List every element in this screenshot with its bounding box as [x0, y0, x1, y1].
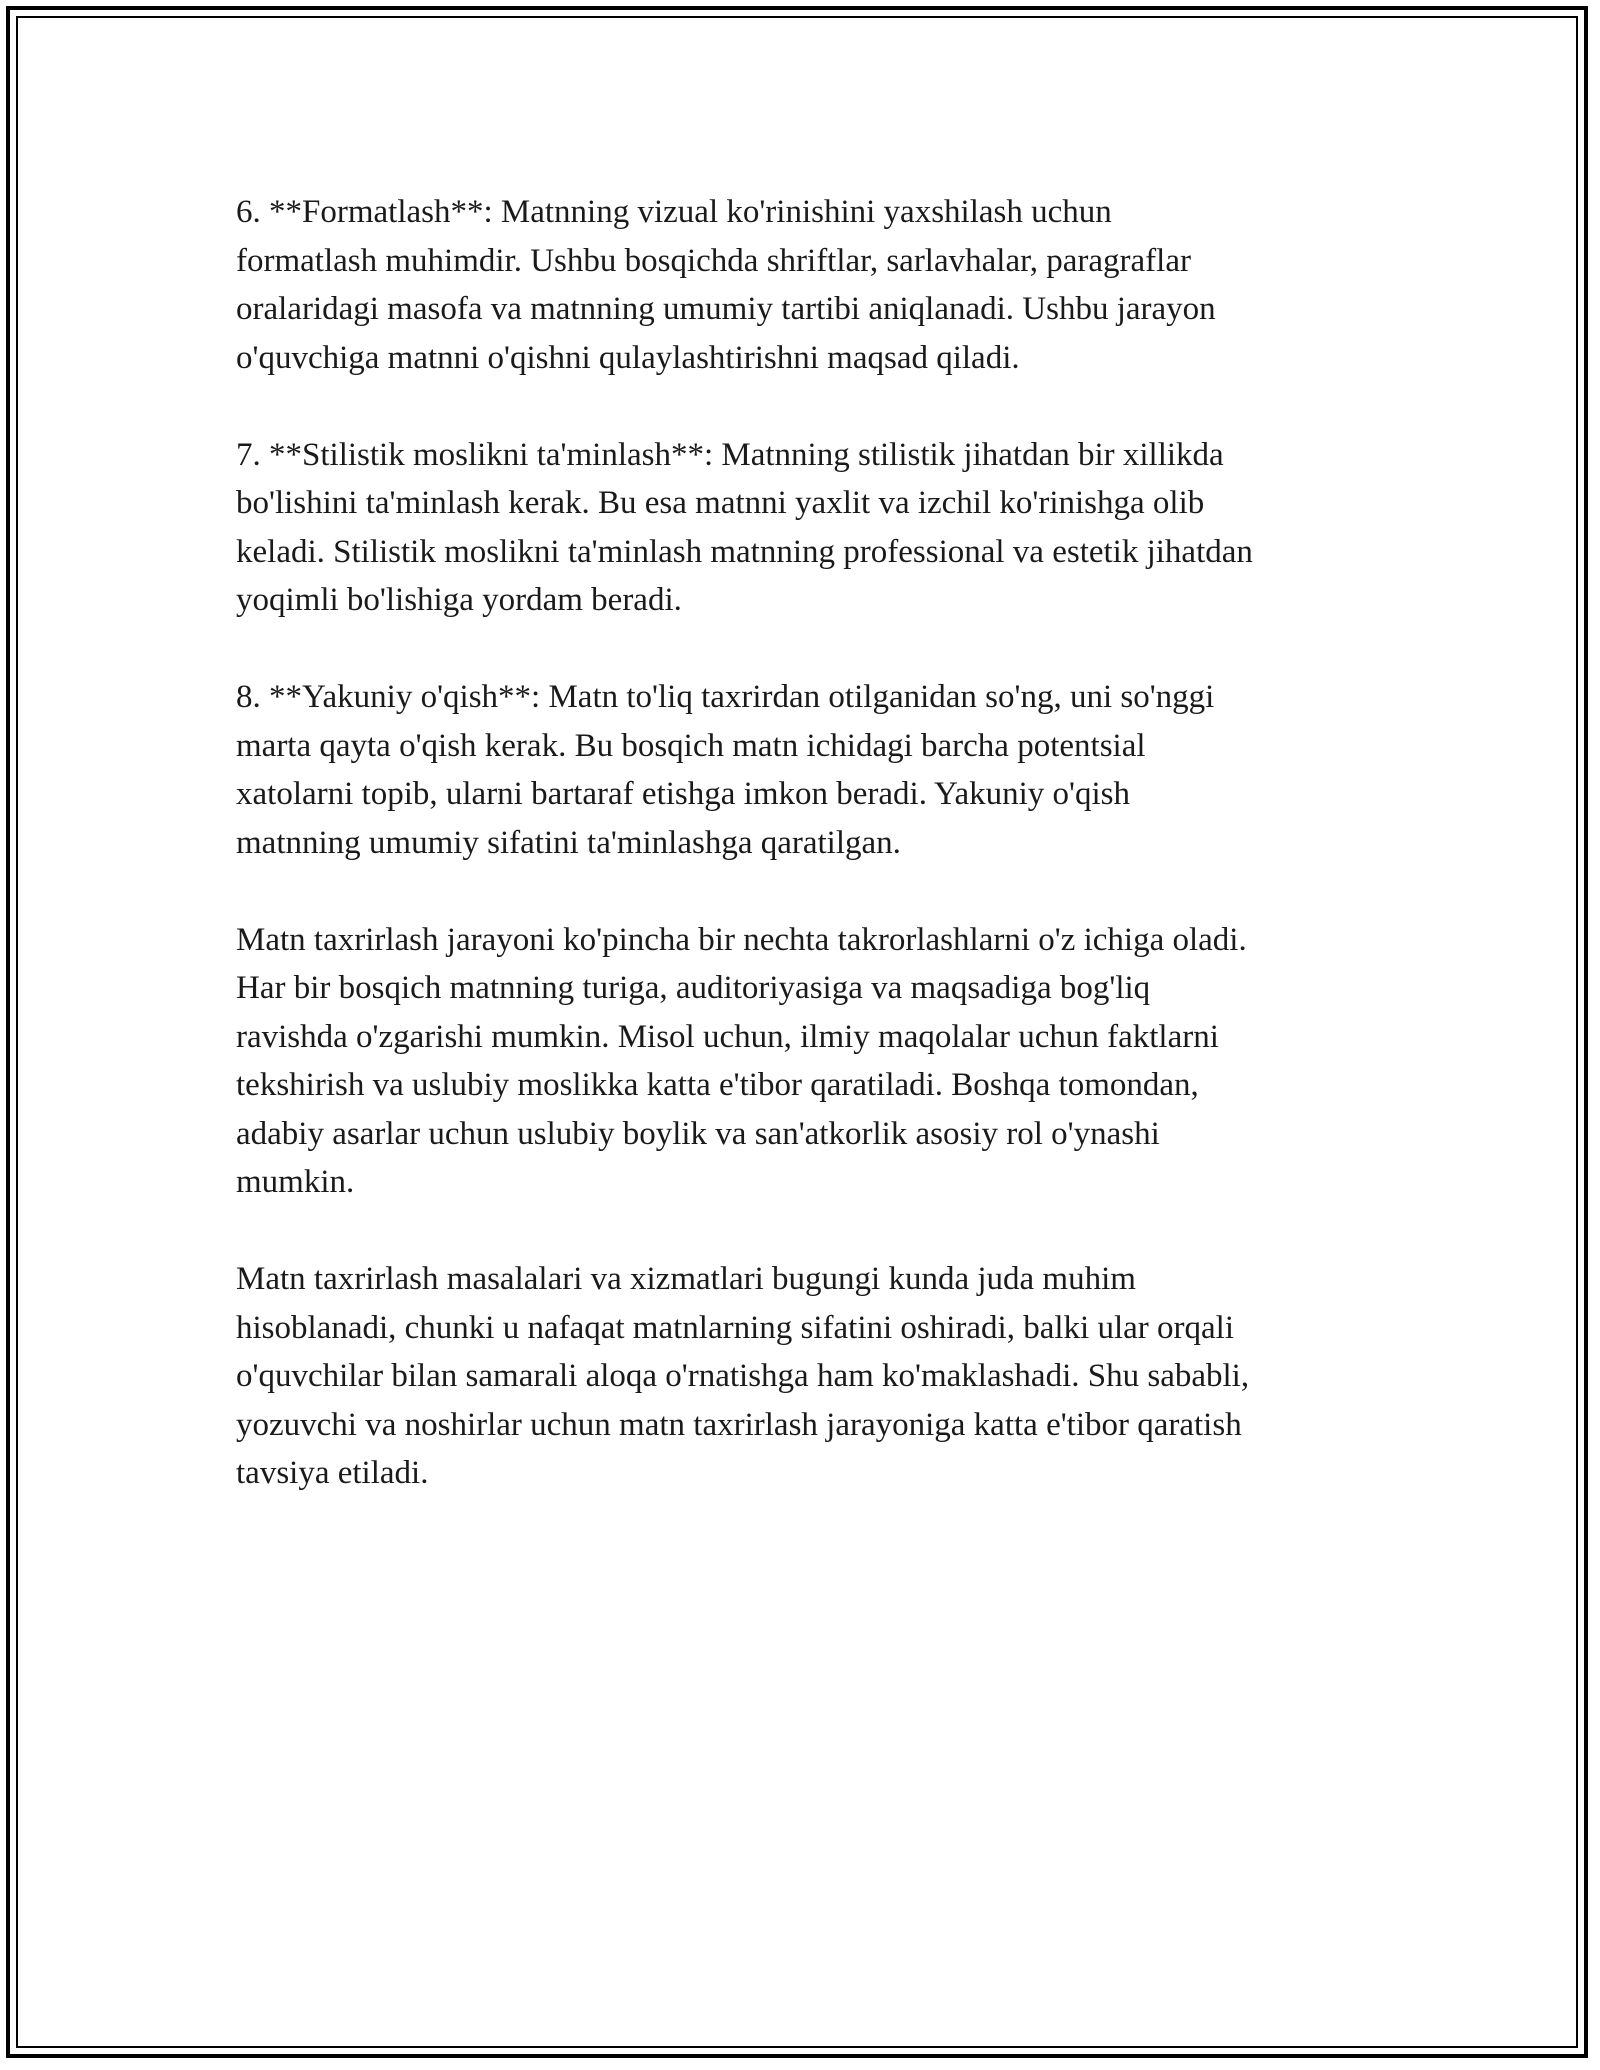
paragraph-yakuniy-oqish: 8. **Yakuniy o'qish**: Matn to'liq taxrirdan otilganidan so'ng, uni so'nggi marta qayta o'qish kerak. Bu bosqich matn ichidagi barcha potentsial xatolarni topib, ularni bartaraf etishga imkon beradi. Yakuniy o'qish matnning umumiy sifatini ta'minlashga qaratilgan. — [236, 679, 1215, 861]
paragraph-stilistik-moslik: 7. **Stilistik moslikni ta'minlash**: Matnning stilistik jihatdan bir xillikda bo'lishini ta'minlash kerak. Bu esa matnni yaxlit va izchil ko'rinishga olib keladi. Stilistik moslikni ta'minlash matnning professional va estetik jihatdan yoqimli bo'lishiga yordam beradi. — [236, 436, 1253, 618]
paragraph-xulosa: Matn taxrirlash masalalari va xizmatlari bugungi kunda juda muhim hisoblanadi, chunki u nafaqat matnlarning sifatini oshiradi, balki ular orqali o'quvchilar bilan samarali aloqa o'rnatishga ham ko'maklashadi. Shu sababli, yozuvchi va noshirlar uchun matn taxrirlash jarayoniga katta e'tibor qaratish tavsiya etiladi. — [236, 1261, 1250, 1491]
paragraph-formatlash: 6. **Formatlash**: Matnning vizual ko'rinishini yaxshilash uchun formatlash muhimdir. Ushbu bosqichda shriftlar, sarlavhalar, paragraflar oralaridagi masofa va matnning umumiy tartibi aniqlanadi. Ushbu jarayon o'quvchiga matnni o'qishni qulaylashtirishni maqsad qiladi. — [236, 194, 1216, 376]
document-body — [236, 188, 1376, 1546]
paragraph-takrorlash: Matn taxrirlash jarayoni ko'pincha bir nechta takrorlashlarni o'z ichiga oladi. Har bir bosqich matnning turiga, auditoriyasiga va maqsadiga bog'liq ravishda o'zgarishi mumkin. Misol uchun, ilmiy maqolalar uchun faktlarni tekshirish va uslubiy moslikka katta e'tibor qaratiladi. Boshqa tomondan, adabiy asarlar uchun uslubiy boylik va san'atkorlik asosiy rol o'ynashi mumkin. — [236, 921, 1247, 1200]
